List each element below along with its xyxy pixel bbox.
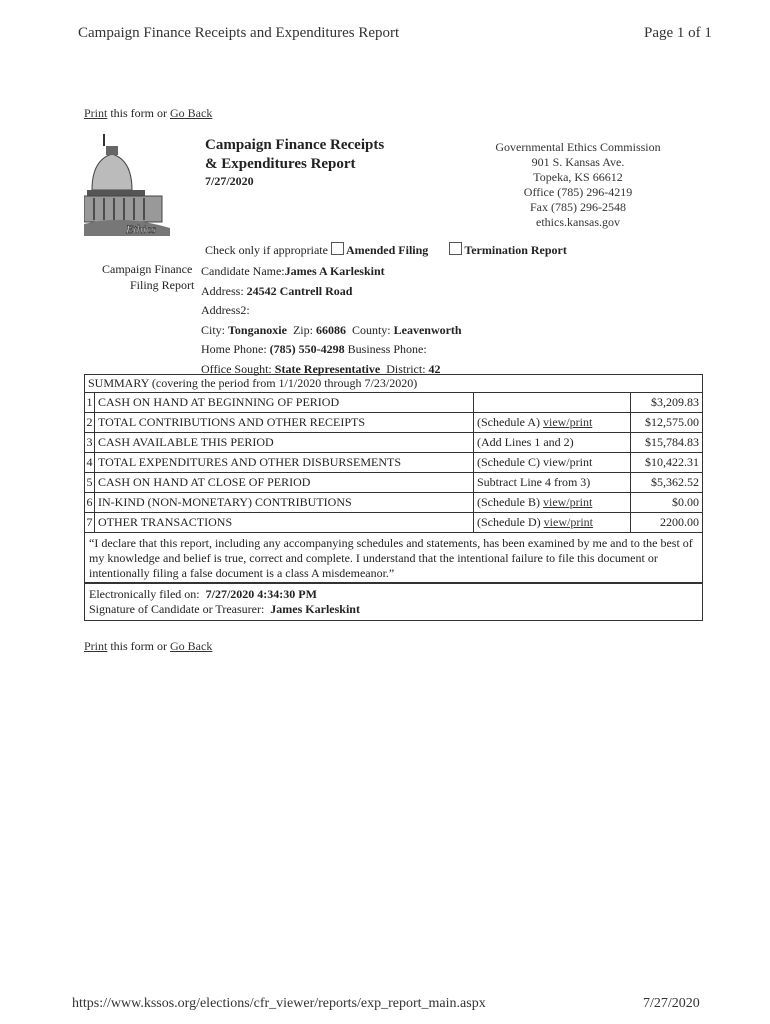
row-amount: $15,784.83 xyxy=(631,433,703,453)
footer-date: 7/27/2020 xyxy=(643,996,700,1011)
row-label: TOTAL EXPENDITURES AND OTHER DISBURSEMENTS xyxy=(95,453,474,473)
page-header-title: Campaign Finance Receipts and Expenditures Report xyxy=(78,25,400,41)
row-label: CASH ON HAND AT CLOSE OF PERIOD xyxy=(95,473,474,493)
row-schedule: (Add Lines 1 and 2) xyxy=(474,433,631,453)
row-number: 5 xyxy=(85,473,95,493)
row-label: TOTAL CONTRIBUTIONS AND OTHER RECEIPTS xyxy=(95,413,474,433)
kansas-ethics-logo xyxy=(84,132,172,236)
go-back-link[interactable]: Go Back xyxy=(170,106,213,120)
row-label: IN-KIND (NON-MONETARY) CONTRIBUTIONS xyxy=(95,493,474,513)
row-number: 6 xyxy=(85,493,95,513)
go-back-link[interactable]: Go Back xyxy=(170,639,213,653)
print-link[interactable]: Print xyxy=(84,106,108,120)
amended-label: Amended Filing xyxy=(345,243,429,257)
filed-datetime: 7/27/2020 4:34:30 PM xyxy=(205,587,317,601)
commission-address: Governmental Ethics Commission 901 S. Kansas Ave. Topeka, KS 66612 Office (785) 296-4219 Fax (785) 296-2548 ethics.kansas.gov xyxy=(495,140,661,229)
summary-heading: SUMMARY (covering the period from 1/1/2020 through 7/23/2020) xyxy=(84,374,703,392)
termination-label: Termination Report xyxy=(464,243,567,257)
summary-table xyxy=(84,392,703,533)
view-print-link[interactable]: view/print xyxy=(542,495,593,509)
row-label: CASH AVAILABLE THIS PERIOD xyxy=(95,433,474,453)
row-number: 7 xyxy=(85,513,95,533)
row-amount: $5,362.52 xyxy=(631,473,703,493)
row-schedule xyxy=(474,393,631,413)
address-row: Address: 24542 Cantrell Road xyxy=(201,283,353,298)
filing-info: Electronically filed on: 7/27/2020 4:34:30 PM Signature of Candidate or Treasurer: James Karleskint xyxy=(84,583,703,621)
table-row xyxy=(85,473,703,493)
side-label-filing-report: Filing Report xyxy=(130,278,195,292)
phone-row: Home Phone: (785) 550-4298 Business Phone: xyxy=(201,342,427,356)
view-print-link[interactable]: view/print xyxy=(543,515,593,529)
city-row: City: Tonganoxie Zip: 66086 County: Leavenworth xyxy=(201,322,462,337)
view-print-link[interactable]: view/print xyxy=(542,415,593,429)
nav-bottom: Print this form or Go Back xyxy=(84,639,213,653)
side-label-campaign-finance: Campaign Finance xyxy=(102,262,193,276)
nav-top: Print this form or Go Back xyxy=(84,106,213,120)
table-row xyxy=(85,493,703,513)
table-row xyxy=(85,453,703,473)
candidate-name-row: Candidate Name:James A Karleskint xyxy=(201,264,385,278)
row-amount: 2200.00 xyxy=(631,513,703,533)
footer-url: https://www.kssos.org/elections/cfr_viewer/reports/exp_report_main.aspx xyxy=(72,996,486,1011)
print-link[interactable]: Print xyxy=(84,639,108,653)
row-amount: $10,422.31 xyxy=(631,453,703,473)
summary-section xyxy=(84,374,703,621)
table-row xyxy=(85,433,703,453)
candidate-info xyxy=(201,262,462,379)
row-schedule: (Schedule B) view/print xyxy=(474,493,631,513)
row-amount: $3,209.83 xyxy=(631,393,703,413)
table-row xyxy=(85,413,703,433)
declaration: “I declare that this report, including any accompanying schedules and statements, has been examined by me and to the best of my knowledge and belief is true, correct and complete. I understand that the intentional failure to file this document or intentionally filing a false document is a class A misdemeanor.” xyxy=(84,533,703,583)
row-schedule: Subtract Line 4 from 3) xyxy=(474,473,631,493)
row-label: CASH ON HAND AT BEGINNING OF PERIOD xyxy=(95,393,474,413)
signature-value: James Karleskint xyxy=(270,602,360,616)
check-line: Check only if appropriate Amended Filing Termination Report xyxy=(205,243,567,257)
row-number: 2 xyxy=(85,413,95,433)
row-schedule: (Schedule C) view/print xyxy=(474,453,631,473)
form-title: Campaign Finance Receipts & Expenditures Report 7/27/2020 xyxy=(205,137,385,188)
table-row xyxy=(85,393,703,413)
address2-row: Address2: xyxy=(201,303,250,317)
row-schedule: (Schedule A) view/print xyxy=(474,413,631,433)
row-amount: $0.00 xyxy=(631,493,703,513)
row-number: 3 xyxy=(85,433,95,453)
office-row: Office Sought: State Representative District: 42 xyxy=(201,361,441,376)
row-number: 1 xyxy=(85,393,95,413)
page-number: Page 1 of 1 xyxy=(644,25,712,41)
form-date: 7/27/2020 xyxy=(205,174,254,188)
row-label: OTHER TRANSACTIONS xyxy=(95,513,474,533)
row-amount: $12,575.00 xyxy=(631,413,703,433)
table-row xyxy=(85,513,703,533)
svg-text:Ethics: Ethics xyxy=(126,222,156,236)
row-schedule: (Schedule D) view/print xyxy=(474,513,631,533)
row-number: 4 xyxy=(85,453,95,473)
termination-checkbox[interactable] xyxy=(449,242,462,255)
amended-checkbox[interactable] xyxy=(331,242,344,255)
